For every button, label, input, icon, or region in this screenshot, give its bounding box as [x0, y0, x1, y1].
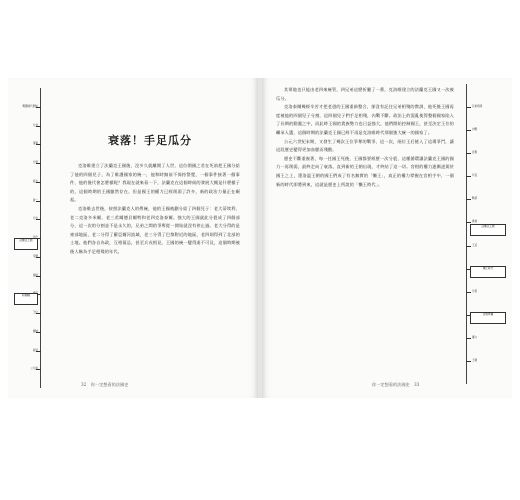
book-title: 你一定想看的法國史 — [372, 382, 410, 387]
timeline-entry: 貴族 — [472, 220, 478, 223]
timeline-entry: 政局 — [32, 349, 38, 352]
timeline-entry: 宮相 — [472, 151, 478, 154]
timeline-tick — [466, 176, 471, 177]
timeline-entry: 諸侯 — [32, 274, 38, 277]
paragraph: 克洛維建立了法蘭克王國後，沒多久就離開了人世，這位開國之君在死前把王國分給了他的四個兒子，為了維護國家的統一，他和時無前不保持警覺，一個事件接著一個事件，他的後代會怎麼樣呢？我現在就來看一下，法蘭克在這個時候的發展大概是什麼樣子的，這個時期的王國雖然存在，但是國王的權力已經削弱了許多，新的政治力量正在崛起。 — [70, 163, 240, 203]
timeline-entry: 軍事 — [32, 142, 38, 145]
timeline-tag: 法蘭克王國 — [14, 238, 38, 250]
timeline-entry: 分裂 — [32, 161, 38, 164]
timeline-tick — [466, 199, 471, 200]
left-footer — [78, 382, 128, 388]
timeline-entry: 分裂 — [472, 290, 478, 293]
book-spread — [8, 78, 512, 398]
left-timeline — [12, 88, 44, 388]
chapter-title: 衰落！手足瓜分 — [108, 134, 192, 147]
timeline-tag: 法蘭克王國 — [470, 224, 506, 236]
timeline-entry: 戰國時代開始 — [22, 105, 38, 108]
timeline-entry: 內戰 — [472, 128, 478, 131]
paragraph: 歷史不斷重複著，每一任國王死後，王國都要經歷一次分裂，這種循環讓法蘭克王國的國力一再削弱，最終走向了衰落，直到新的王朝出現，才終結了這一切。宮相的權力逐漸凌駕於國王之上，墨洛溫王朝的國王們成了有名無實的「懶王」，真正的權力掌握在宮相手中，一個新的時代即將到來，這就是歷史上所說的「懶王時代」。 — [276, 155, 454, 187]
timeline-tag: 時間軸 — [14, 293, 38, 305]
paragraph: 克洛維去世後，按照法蘭克人的傳統，他的王國被劃分給了四個兒子：老大蒂埃利、老二克洛多米爾、老三希爾德貝爾特和老四克洛泰爾。強大的王國就此分裂成了四個部分，這一次的分割並不是永久的，兄弟之間的爭奪從一開始就沒有停止過。老大分得的是東部地區，老二分得了羅亞爾河流域，老三分得了巴黎附近的地區，老四則得到了北部的土地。他們各自為政，互相猜忌，甚至兵戎相見，王國的統一變得遙不可及，這個時期被後人稱為手足相殘的年代。 — [70, 205, 240, 254]
timeline-entry: 年表 — [472, 174, 478, 177]
timeline-entry: 政治 — [32, 180, 38, 183]
timeline-tick — [466, 246, 471, 247]
timeline-tick — [466, 107, 471, 108]
paragraph: 其領地也只能由老四來統管，四兄弟這麼折騰了一番，克洛維建立的法蘭克王國又一次被瓜分。 — [276, 87, 454, 101]
paragraph: 公元六世紀末期，又發生了幾次王位爭奪的戰爭，這一次，兩位王后捲入了這場爭鬥，讓這段歷史變得更加血腥而殘酷。 — [276, 138, 454, 153]
timeline-tick — [466, 130, 471, 131]
timeline-entry: 統一 — [32, 199, 38, 202]
timeline-entry: 疆域 — [32, 330, 38, 333]
right-timeline — [466, 84, 510, 384]
timeline-entry: 公元前 — [30, 367, 38, 370]
timeline-entry: 權力 — [472, 336, 478, 339]
timeline-entry: 兄弟相爭 — [472, 105, 483, 108]
timeline-entry: 王位 — [32, 311, 38, 314]
timeline-tick — [466, 292, 471, 293]
right-page — [262, 78, 512, 398]
page-number: 32 — [81, 382, 87, 387]
book-title: 你一定想看的法國史 — [90, 382, 129, 387]
timeline-tick — [466, 222, 471, 223]
timeline-entry: 戰爭 — [472, 197, 478, 200]
timeline-tick — [466, 361, 471, 362]
timeline-tag: 懶王時代 — [470, 266, 506, 278]
timeline-entry: 王朝 — [472, 359, 478, 362]
timeline-tag: 宮相掌權 — [470, 312, 506, 324]
right-body-text — [276, 86, 454, 189]
timeline-tick — [466, 338, 471, 339]
left-page — [8, 78, 258, 398]
page-number: 33 — [414, 382, 420, 387]
right-footer — [372, 382, 422, 388]
timeline-entry: 分治 — [32, 217, 38, 220]
timeline-entry: 帝國 — [32, 255, 38, 258]
left-body-text — [70, 162, 240, 257]
timeline-entry: 王后 — [472, 244, 478, 247]
paragraph: 克洛泰爾幾經辛苦才把老爸的王國重新整合，卻沒有記住兄弟相殘的教訓，他死後王國再度被他的四個兒子分割，這四個兒子們手足相殘，內戰不斷。政治上的混亂使得整個國家陷入了長期的動盪之中，而此時王國的貴族勢力也日益強大，他們開始控制國王，甚至決定王位的繼承人選，這個時期的法蘭克王國已經不再是克洛維時代那個強大統一的國家了。 — [276, 104, 454, 135]
timeline-tick — [466, 153, 471, 154]
timeline-line — [466, 84, 467, 384]
timeline-entry: 分封 — [32, 124, 38, 127]
